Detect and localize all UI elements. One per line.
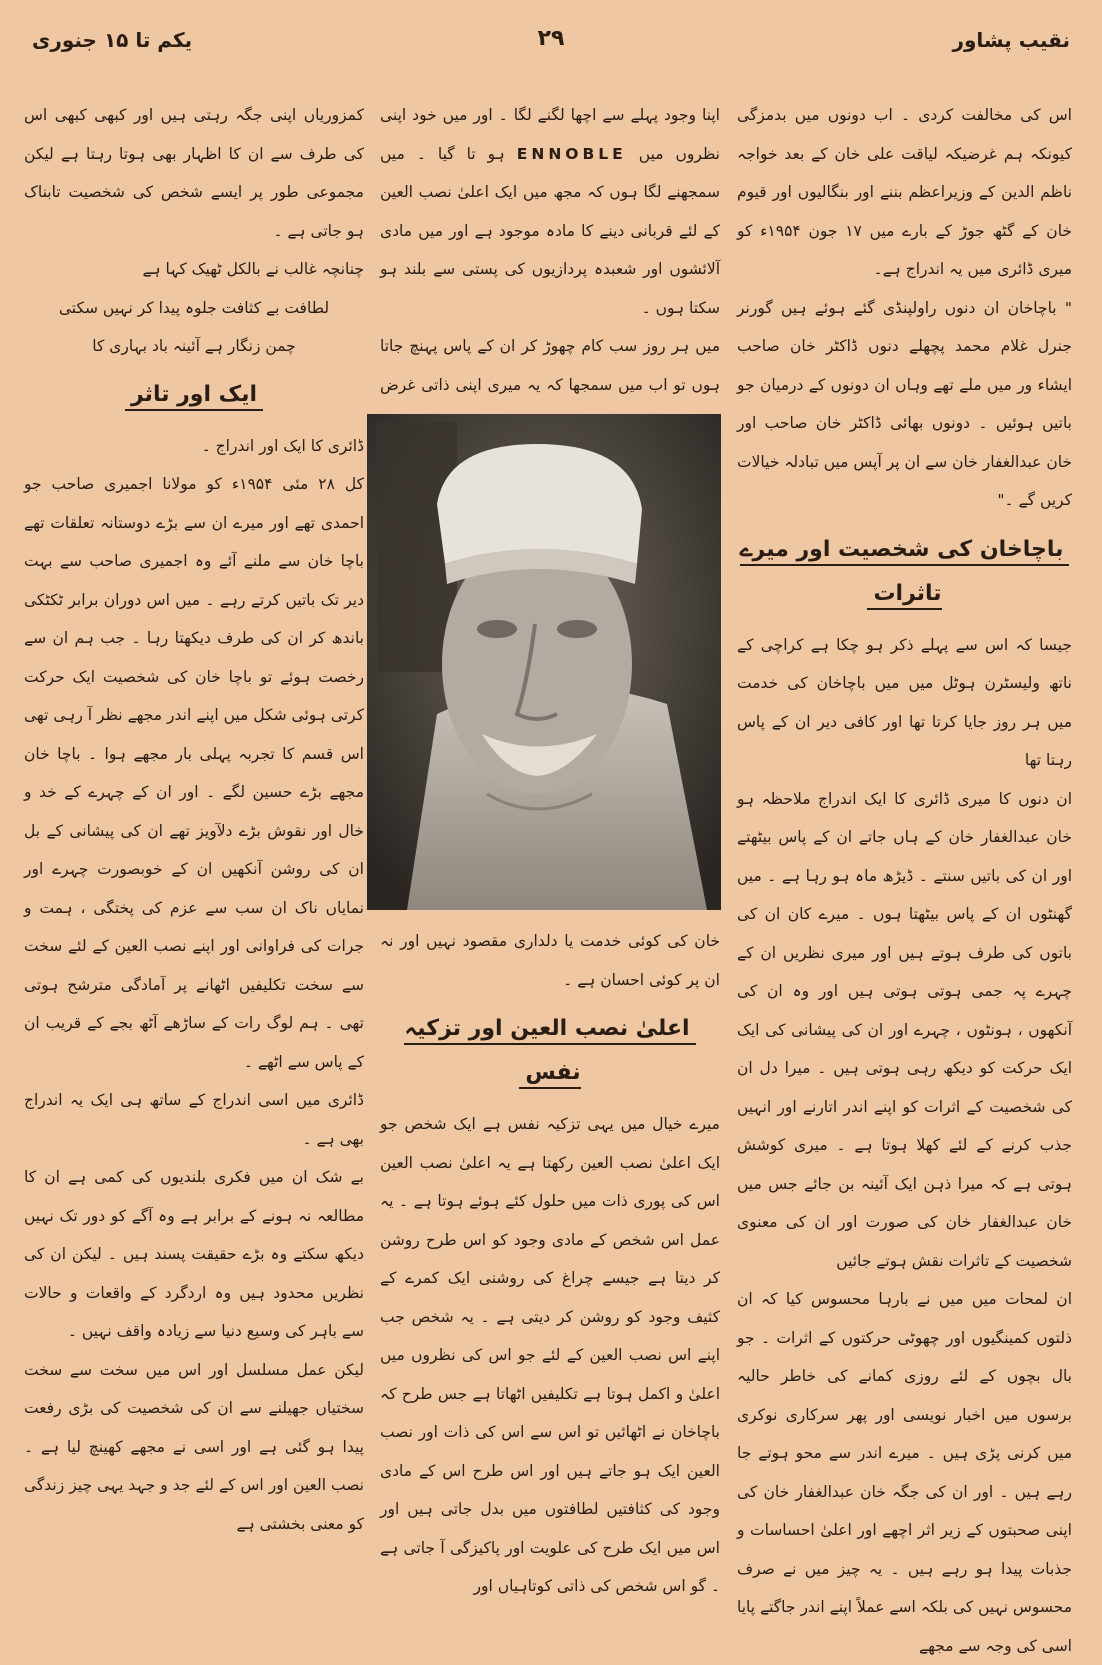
paragraph: چنانچہ غالب نے بالکل ٹھیک کہا ہے bbox=[142, 260, 364, 278]
paragraph: میں ہر روز سب کام چھوڑ کر ان کے پاس پہنچ جاتا ہوں تو اب میں سمجھا کہ یہ میری اپنی ذاتی غرض bbox=[380, 337, 720, 394]
poem-line: لطافت بے کثافت جلوہ پیدا کر نہیں سکتی bbox=[58, 298, 330, 317]
diary-quote: " باچاخان ان دنوں راولپنڈی گئے ہوئے ہیں گورنر جنرل غلام محمد پچھلے دنوں ڈاکٹر خان صاحب ایشاء ور میں ملے تھے وہاں ان دونوں کے درمیان جو باتیں ہوئیں ۔ دونوں بھائی ڈاکٹر خان صاحب اور خان عبدالغفار خان سے ان پر آپس میں تبادلہ خیالات کریں گے ۔" bbox=[737, 298, 1072, 509]
middle-column-top bbox=[380, 96, 720, 443]
poem-line: چمن زنگار ہے آئینہ باد بہاری کا bbox=[92, 336, 296, 355]
paragraph: ان لمحات میں میں نے بارہا محسوس کیا کہ ان ذلتوں کمینگیوں اور چھوٹی حرکتوں کے اثرات ۔ جو بال بچوں کے لئے روزی کمانے کی خاطر حالیہ برسوں میں اخبار نویسی اور پھر سرکاری نوکری میں کرنی پڑی ہیں ۔ میرے اندر سے محو ہوتے جا رہے ہیں ۔ اور ان کی جگہ خان عبدالغفار خان کی اپنی صحبتوں کے زیر اثر اچھے اور اعلیٰ احساسات و جذبات پیدا ہو رہے ہیں ۔ یہ چیز میں نے صرف محسوس نہیں کی بلکہ اسے عملاً اپنے اندر جاگتے پایا اسی کی وجہ سے مجھے bbox=[737, 1290, 1072, 1655]
paragraph: بے شک ان میں فکری بلندیوں کی کمی ہے ان کا مطالعہ نہ ہونے کے برابر ہے وہ آگے کو دور تک نہیں دیکھ سکتے وہ بڑے حقیقت پسند ہیں ۔ لیکن ان کی نظریں محدود ہیں وہ اردگرد کے واقعات و حالات سے باہر کی وسیع دنیا سے زیادہ واقف نہیں ۔ bbox=[24, 1168, 364, 1340]
heading-text: ایک اور تاثر bbox=[125, 382, 263, 411]
paragraph: ڈائری میں اسی اندراج کے ساتھ ہی ایک یہ اندراج بھی ہے ۔ bbox=[24, 1091, 364, 1148]
portrait-photo bbox=[367, 414, 721, 910]
section-heading bbox=[737, 528, 1072, 616]
paragraph: لیکن عمل مسلسل اور اس میں سخت سے سخت سختیاں جھیلنے سے ان کی شخصیت کی بڑی رفعت پیدا ہو گئی ہے اور اسی نے مجھے کھینچ لیا ہے ۔ نصب العین اور اس کے لئے جد و جہد یہی چیز زندگی کو معنی بخشتی ہے bbox=[24, 1360, 364, 1533]
heading-text: اعلیٰ نصب العین اور تزکیہ نفس bbox=[404, 1016, 695, 1089]
paragraph: ان دنوں کا میری ڈائری کا ایک اندراج ملاحظہ ہو خان عبدالغفار خان کے ہاں جاتے ان کے پاس بیٹھتے اور ان کی باتیں سنتے ۔ ڈیڑھ ماہ ہو رہا ہے ۔ میں گھنٹوں ان کے پاس بیٹھتا ہوں ۔ میرے کان ان کی باتوں کی طرف ہوتے ہیں اور میری نظریں ان کے چہرے پہ جمی ہوتی ہوتی ہیں اور وہ ان کی آنکھوں ، ہونٹوں ، چہرے اور ان کی پیشانی کی ایک ایک حرکت کو دیکھ رہی ہوتی ہیں ۔ میرا دل ان کی شخصیت کے اثرات کو اپنے اندر اتارنے اور انہیں جذب کرنے کے لئے کھلا ہوتا ہے ۔ میری کوشش ہوتی ہے کہ میرا ذہن ایک آئینہ بن جائے جس میں خان عبدالغفار خان کی صورت اور ان کی معنوی شخصیت کے تاثرات نقش ہوتے جائیں bbox=[737, 789, 1072, 1270]
paragraph: کل ۲۸ مئی ۱۹۵۴ء کو مولانا اجمیری صاحب جو احمدی تھے اور میرے ان سے بڑے دوستانہ تعلقات تھے باچا خان سے ملنے آئے وہ اجمیری صاحب سے بہت دیر تک باتیں کرتے رہے ۔ میں اس دوران برابر ٹکٹکی باندھ کر ان کی طرف دیکھتا رہا ۔ جب ہم ان سے رخصت ہوئے تو باچا خان کی شخصیت ایک حرکت کرتی ہوئی شکل میں اپنے اندر مجھے نظر آ رہی تھی اس قسم کا تجربہ پہلی بار مجھے ہوا ۔ باچا خان مجھے بڑے حسین لگے ۔ اور ان کے چہرے کے خد و خال اور نقوش بڑے دلآویز تھے ان کی پیشانی کے بل ان کی روشن آنکھیں ان کے خوبصورت چہرے اور نمایاں ناک ان سب سے عزم کی پختگی ، ہمت و جرات کی فراوانی اور اپنے نصب العین کے لئے سخت سے سخت تکلیفیں اٹھانے پر آمادگی مترشح ہوتی تھی ۔ ہم لوگ رات کے ساڑھے آٹھ بجے کے قریب ان کے پاس سے اٹھے ۔ bbox=[24, 475, 364, 1071]
english-word: ENNOBLE bbox=[516, 144, 627, 163]
section-heading bbox=[380, 1007, 720, 1095]
text-run: اپنا وجود پہلے سے اچھا لگنے لگا ۔ اور میں خود اپنی نظروں میں bbox=[380, 106, 720, 163]
issue-date: یکم تا ۱۵ جنوری bbox=[32, 28, 193, 52]
middle-column-bottom bbox=[380, 922, 720, 1606]
paragraph: ڈائری کا ایک اور اندراج ۔ bbox=[201, 436, 364, 455]
heading-text: باچاخان کی شخصیت اور میرے تاثرات bbox=[740, 537, 1070, 610]
paragraph: اس کی مخالفت کردی ۔ اب دونوں میں بدمزگی کیونکہ ہم غرضیکہ لیاقت علی خان کے بعد خواجہ ناظم الدین کے وزیراعظم بننے اور بنگالیوں اور قیوم خان کے گٹھ جوڑ کے بارے میں ۱۷ جون ۱۹۵۴ء کو میری ڈائری میں یہ اندراج ہے۔ bbox=[737, 106, 1072, 278]
text-run: ہو تا گیا ۔ میں سمجھنے لگا ہوں کہ مجھ میں ایک اعلیٰ نصب العین کے لئے قربانی دینے کا مادہ موجود ہے اور میں مادی آلائشوں اور شعبدہ پردازیوں کی پستی سے بلند ہو سکتا ہوں ۔ bbox=[380, 144, 720, 317]
left-column bbox=[24, 96, 364, 1543]
paragraph: میرے خیال میں یہی تزکیہ نفس ہے ایک شخص جو ایک اعلیٰ نصب العین رکھتا ہے یہ اعلیٰ نصب العین اس کی پوری ذات میں حلول کئے ہوئے ہوتا ہے ۔ یہ عمل اس شخص کے مادی وجود کو اس طرح روشن کر دیتا ہے جیسے چراغ کی روشنی ایک کمرے کے کثیف وجود کو روشن کر دیتی ہے ۔ یہ شخص جب اپنے اس نصب العین کے لئے جو اس کی نظروں میں اعلیٰ و اکمل ہوتا ہے تکلیفیں اٹھاتا ہے جس طرح کہ باچاخان نے اٹھائیں تو اس سے اس کی ذات اور نصب العین ایک ہو جاتے ہیں اور اس طرح اس کے مادی وجود کی کثافتیں لطافتوں میں بدل جاتی ہیں اور اس میں ایک طرح کی علویت اور پاکیزگی آ جاتی ہے ۔ گو اس شخص کی ذاتی کوتاہیاں اور bbox=[380, 1115, 720, 1595]
paragraph: خان کی کوئی خدمت یا دلداری مقصود نہیں اور نہ ان پر کوئی احسان ہے ۔ bbox=[380, 932, 720, 989]
section-heading bbox=[24, 373, 364, 417]
paragraph: کمزوریاں اپنی جگہ رہتی ہیں اور کبھی کبھی اس کی طرف سے ان کا اظہار بھی ہوتا رہتا ہے لیکن مجموعی طور پر ایسے شخص کی شخصیت تابناک ہو جاتی ہے ۔ bbox=[24, 106, 364, 240]
publication-title: نقیب پشاور bbox=[952, 28, 1070, 52]
portrait-illustration bbox=[367, 414, 721, 910]
paragraph bbox=[380, 96, 720, 327]
right-column bbox=[737, 96, 1072, 1665]
paragraph: جیسا کہ اس سے پہلے ذکر ہو چکا ہے کراچی کے ناتھ ولیسٹرن ہوٹل میں میں باچاخان کی خدمت میں ہر روز جایا کرتا تھا اور کافی دیر ان کے پاس رہتا تھا bbox=[737, 635, 1072, 769]
page-number: ۲۹ bbox=[537, 26, 565, 51]
